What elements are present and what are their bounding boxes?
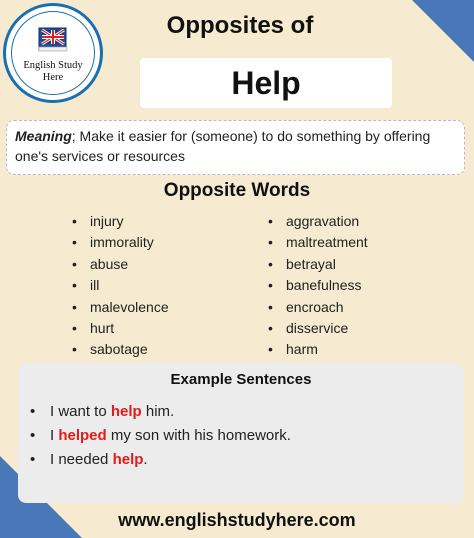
list-item: • betrayal xyxy=(268,254,368,275)
list-item: • sabotage xyxy=(72,339,169,360)
footer-url: www.englishstudyhere.com xyxy=(118,510,356,530)
highlighted-word: help xyxy=(110,403,142,420)
logo-text xyxy=(6,60,100,84)
meaning-box xyxy=(6,120,465,175)
list-item: • maltreatment xyxy=(268,232,368,253)
list-item: • encroach xyxy=(268,297,368,318)
example-sentences-title: Example Sentences xyxy=(170,371,312,388)
example-sentence xyxy=(30,424,291,448)
logo-text-line1: English Study xyxy=(23,60,83,71)
page-title: Opposites of xyxy=(166,12,314,39)
meaning-text: Make it easier for (someone) to do something by offering one's services or resources xyxy=(15,128,431,164)
sentence-text: my son with his homework. xyxy=(106,427,291,444)
list-item: • abuse xyxy=(72,254,169,275)
example-sentences-box xyxy=(18,363,464,503)
meaning-separator: ; xyxy=(71,128,76,144)
example-sentence xyxy=(30,400,291,424)
logo-text-line2: Here xyxy=(42,72,64,83)
corner-decoration-top-right xyxy=(412,0,474,62)
opposite-words-left-list xyxy=(72,211,169,361)
sentence-text: . xyxy=(143,451,148,468)
list-item: • ill xyxy=(72,275,169,296)
list-item: • harm xyxy=(268,339,368,360)
site-logo xyxy=(3,3,103,103)
sentence-text: I xyxy=(50,427,59,444)
list-item: • disservice xyxy=(268,318,368,339)
list-item: • aggravation xyxy=(268,211,368,232)
sentence-text: I want to xyxy=(50,403,111,420)
sentence-text: I needed xyxy=(50,451,113,468)
book-flag-icon xyxy=(38,26,70,53)
example-sentence xyxy=(30,448,291,472)
opposite-words-right-list xyxy=(268,211,368,361)
meaning-label: Meaning xyxy=(15,128,72,144)
opposite-words-title: Opposite Words xyxy=(163,180,311,201)
list-item: • injury xyxy=(72,211,169,232)
sentence-text: him. xyxy=(141,403,175,420)
list-item: • banefulness xyxy=(268,275,368,296)
highlighted-word: helped xyxy=(58,427,107,444)
example-sentences-list xyxy=(30,400,291,472)
list-item: • immorality xyxy=(72,232,169,253)
headword: Help xyxy=(140,58,392,108)
list-item: • malevolence xyxy=(72,297,169,318)
list-item: • hurt xyxy=(72,318,169,339)
highlighted-word: help xyxy=(112,451,144,468)
